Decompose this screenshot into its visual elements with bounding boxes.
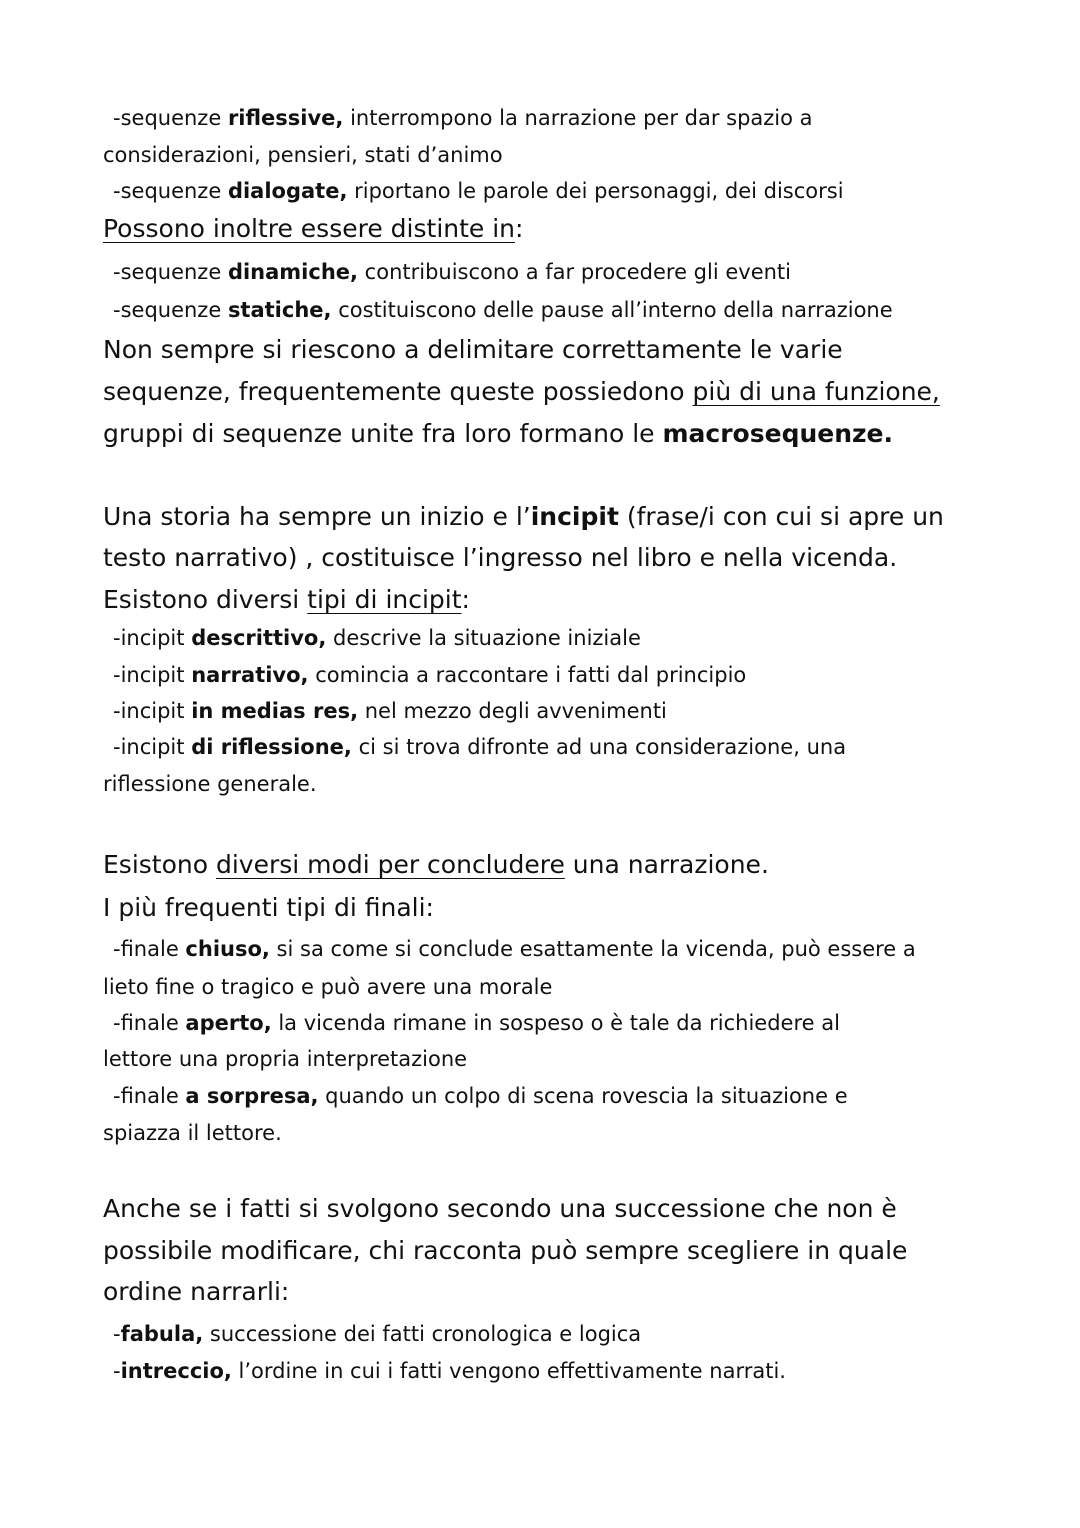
incipit-item-medias-res: -incipit in medias res, nel mezzo degli avvenimenti <box>113 699 667 723</box>
finali-line-1: Esistono diversi modi per concludere una narrazione. <box>103 850 769 879</box>
para-line-1: Non sempre si riescono a delimitare correttamente le varie <box>103 335 843 364</box>
finale-item-aperto: -finale aperto, la vicenda rimane in sospeso o è tale da richiedere al <box>113 1011 840 1035</box>
incipit-item-riflessione-cont: riflessione generale. <box>103 772 317 796</box>
finale-item-aperto-cont: lettore una propria interpretazione <box>103 1047 468 1071</box>
distinte-heading: Possono inoltre essere distinte in: <box>103 214 524 243</box>
para-line-2: sequenze, frequentemente queste possiedono più di una funzione, <box>103 377 940 406</box>
incipit-line-1: Una storia ha sempre un inizio e l’incipit (frase/i con cui si apre un <box>103 502 944 531</box>
incipit-line-3: Esistono diversi tipi di incipit: <box>103 585 470 614</box>
ordine-line-2: possibile modificare, chi racconta può sempre scegliere in quale <box>103 1236 908 1265</box>
sequenze-statiche: -sequenze statiche, costituiscono delle pause all’interno della narrazione <box>113 298 893 322</box>
sequenze-dinamiche: -sequenze dinamiche, contribuiscono a far procedere gli eventi <box>113 260 791 284</box>
sequenze-dialogate: -sequenze dialogate, riportano le parole dei personaggi, dei discorsi <box>113 179 844 203</box>
finale-item-sorpresa-cont: spiazza il lettore. <box>103 1121 282 1145</box>
finale-item-sorpresa: -finale a sorpresa, quando un colpo di scena rovescia la situazione e <box>113 1084 848 1108</box>
finale-item-chiuso-cont: lieto fine o tragico e può avere una morale <box>103 975 553 999</box>
incipit-item-narrativo: -incipit narrativo, comincia a raccontare i fatti dal principio <box>113 663 747 687</box>
ordine-item-intreccio: -intreccio, l’ordine in cui i fatti vengono effettivamente narrati. <box>113 1359 786 1383</box>
sequenze-riflessive-cont: considerazioni, pensieri, stati d’animo <box>103 143 503 167</box>
para-line-3: gruppi di sequenze unite fra loro formano le macrosequenze. <box>103 419 894 448</box>
ordine-line-3: ordine narrarli: <box>103 1277 290 1306</box>
incipit-item-descrittivo: -incipit descrittivo, descrive la situazione iniziale <box>113 626 641 650</box>
finali-line-2: I più frequenti tipi di finali: <box>103 893 434 922</box>
incipit-item-riflessione: -incipit di riflessione, ci si trova difronte ad una considerazione, una <box>113 735 847 759</box>
incipit-line-2: testo narrativo) , costituisce l’ingresso nel libro e nella vicenda. <box>103 543 898 572</box>
ordine-line-1: Anche se i fatti si svolgono secondo una successione che non è <box>103 1194 897 1223</box>
sequenze-riflessive: -sequenze riflessive, interrompono la narrazione per dar spazio a <box>113 106 813 130</box>
ordine-item-fabula: -fabula, successione dei fatti cronologica e logica <box>113 1322 642 1346</box>
finale-item-chiuso: -finale chiuso, si sa come si conclude esattamente la vicenda, può essere a <box>113 937 916 961</box>
